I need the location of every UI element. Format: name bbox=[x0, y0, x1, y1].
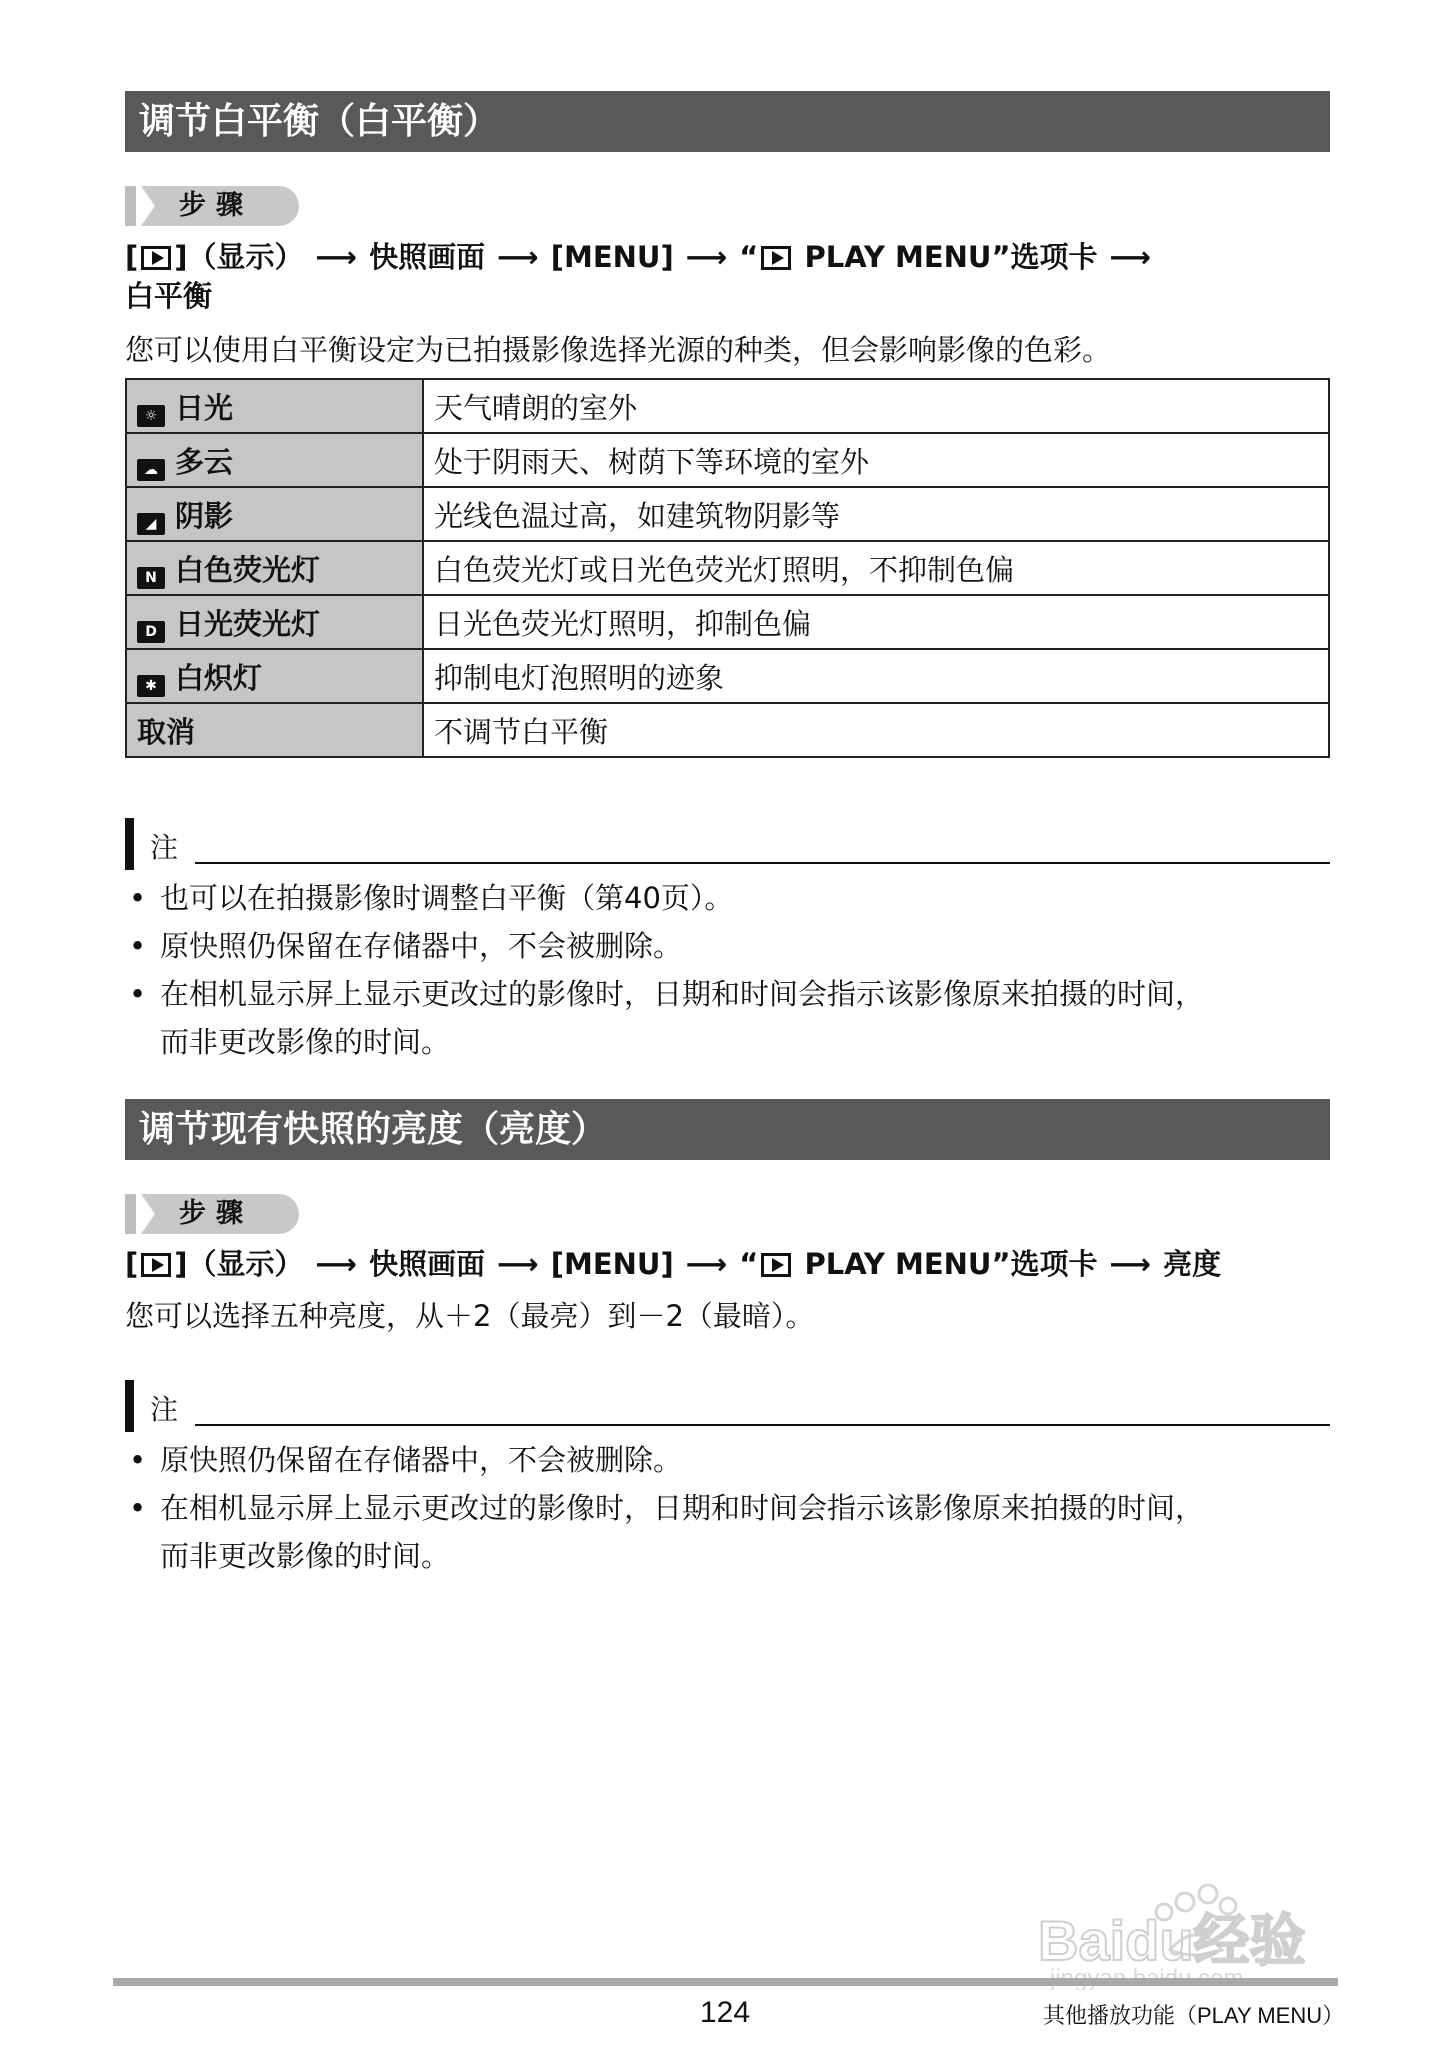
tungsten-icon: ✱ bbox=[137, 675, 165, 697]
table-row: D 日光荧光灯 日光色荧光灯照明，抑制色偏 bbox=[126, 595, 1329, 649]
arrow-icon: ⟶ bbox=[497, 240, 539, 274]
baidu-watermark bbox=[1030, 1880, 1360, 1990]
section-title-white-balance: 调节白平衡（白平衡） bbox=[125, 91, 1330, 152]
table-cell: 不调节白平衡 bbox=[423, 703, 1329, 757]
watermark-brand: Baidu经验 bbox=[1038, 1909, 1306, 1972]
footer-chapter: 其他播放功能（PLAY MENU） bbox=[1043, 2003, 1345, 2028]
table-row: 取消 不调节白平衡 bbox=[126, 703, 1329, 757]
steps-label: 步骤 bbox=[141, 186, 299, 226]
arrow-icon: ⟶ bbox=[315, 1247, 358, 1281]
arrow-icon: ⟶ bbox=[1109, 240, 1152, 274]
table-cell: 白色荧光灯或日光色荧光灯照明，不抑制色偏 bbox=[423, 541, 1329, 595]
white-fluorescent-icon: N bbox=[137, 567, 165, 589]
arrow-icon: ⟶ bbox=[497, 1247, 539, 1281]
procedure-brightness: [ ]（显示） ⟶ 快照画面 ⟶ [MENU] ⟶ “ PLAY MENU”选项卡 ⟶ 亮度 bbox=[125, 1245, 1335, 1284]
arrow-icon: ⟶ bbox=[685, 240, 728, 274]
procedure-target: 白平衡 bbox=[125, 279, 213, 313]
arrow-icon: ⟶ bbox=[315, 240, 358, 274]
table-row: ✱ 白炽灯 抑制电灯泡照明的迹象 bbox=[126, 649, 1329, 703]
procedure-target: 亮度 bbox=[1163, 1247, 1222, 1281]
table-cell: 光线色温过高，如建筑物阴影等 bbox=[423, 487, 1329, 541]
table-row: ☁ 多云 处于阴雨天、树荫下等环境的室外 bbox=[126, 433, 1329, 487]
table-row: N 白色荧光灯 白色荧光灯或日光色荧光灯照明，不抑制色偏 bbox=[126, 541, 1329, 595]
page-number: 124 bbox=[700, 1996, 751, 2029]
shade-icon: ◢ bbox=[137, 513, 165, 535]
list-item: • 也可以在拍摄影像时调整白平衡（第40页）。 bbox=[129, 881, 734, 915]
cloudy-icon: ☁ bbox=[137, 459, 165, 481]
steps-tab bbox=[125, 1194, 300, 1234]
list-item: • 在相机显示屏上显示更改过的影像时，日期和时间会指示该影像原来拍摄的时间， 而非更改影像的时间。 bbox=[129, 1491, 1205, 1573]
list-item: • 原快照仍保留在存储器中，不会被删除。 bbox=[129, 929, 683, 963]
play-icon bbox=[141, 246, 171, 270]
note-heading: 注 bbox=[125, 818, 1330, 870]
note-list bbox=[125, 874, 1330, 1066]
steps-label: 步骤 bbox=[141, 1194, 299, 1234]
table-row: ☼ 日光 天气晴朗的室外 bbox=[126, 379, 1329, 433]
procedure-white-balance: [ ]（显示） ⟶ 快照画面 ⟶ [MENU] ⟶ “ PLAY MENU”选项卡 ⟶ 白平衡 bbox=[125, 238, 1335, 316]
section-title-brightness: 调节现有快照的亮度（亮度） bbox=[125, 1099, 1330, 1160]
table-cell: 日光色荧光灯照明，抑制色偏 bbox=[423, 595, 1329, 649]
note-heading: 注 bbox=[125, 1380, 1330, 1432]
arrow-icon: ⟶ bbox=[685, 1247, 728, 1281]
arrow-icon: ⟶ bbox=[1109, 1247, 1152, 1281]
play-icon bbox=[761, 1253, 791, 1277]
table-cell: 天气晴朗的室外 bbox=[423, 379, 1329, 433]
white-balance-table bbox=[125, 378, 1330, 758]
steps-tab bbox=[125, 186, 300, 226]
play-icon bbox=[141, 1253, 171, 1277]
daylight-icon: ☼ bbox=[137, 405, 165, 427]
footer-rule bbox=[113, 1978, 1338, 1986]
table-cell: 处于阴雨天、树荫下等环境的室外 bbox=[423, 433, 1329, 487]
table-row: ◢ 阴影 光线色温过高，如建筑物阴影等 bbox=[126, 487, 1329, 541]
daylight-fluorescent-icon: D bbox=[137, 621, 165, 643]
intro-text: 您可以使用白平衡设定为已拍摄影像选择光源的种类，但会影响影像的色彩。 bbox=[125, 333, 1112, 367]
table-cell: 抑制电灯泡照明的迹象 bbox=[423, 649, 1329, 703]
note-list bbox=[125, 1436, 1330, 1580]
intro-text: 您可以选择五种亮度，从＋2（最亮）到－2（最暗）。 bbox=[125, 1299, 815, 1333]
list-item: • 原快照仍保留在存储器中，不会被删除。 bbox=[129, 1443, 683, 1477]
play-icon bbox=[761, 246, 791, 270]
list-item: • 在相机显示屏上显示更改过的影像时，日期和时间会指示该影像原来拍摄的时间， 而非更改影像的时间。 bbox=[129, 977, 1205, 1059]
